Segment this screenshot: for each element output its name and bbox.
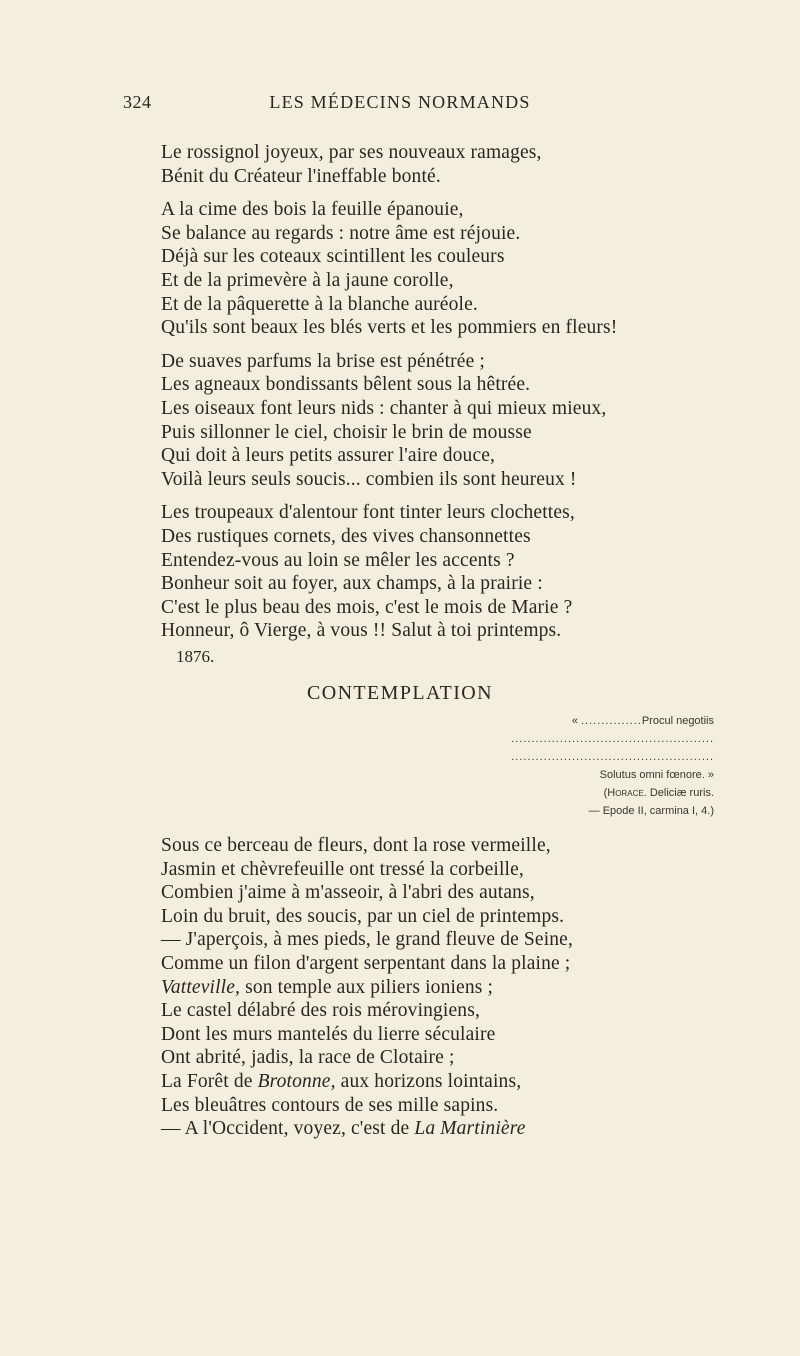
stanza-2	[161, 198, 761, 340]
epigraph-reference: — Epode II, carmina I, 4.)	[588, 805, 714, 817]
verse-line: Se balance au regards : notre âme est réjouie.	[161, 222, 521, 244]
epigraph-dots: ..................................................	[511, 733, 714, 745]
running-title: LES MÉDECINS NORMANDS	[269, 92, 531, 112]
verse-line	[161, 1117, 761, 1141]
stanza-4	[161, 501, 761, 643]
place-name: Brotonne,	[257, 1070, 336, 1092]
epigraph-line	[354, 712, 714, 730]
verse-line: A la cime des bois la feuille épanouie,	[161, 199, 464, 221]
verse-line: Dont les murs mantelés du lierre séculaire	[161, 1023, 496, 1045]
verse-text: — A l'Occident, voyez, c'est de	[161, 1118, 415, 1140]
verse-text: La Forêt de	[161, 1070, 258, 1092]
verse-line: Les agneaux bondissants bêlent sous la hêtrée.	[161, 374, 531, 396]
verse-line: Le castel délabré des rois mérovingiens,	[161, 1000, 480, 1022]
verse-line: Honneur, ô Vierge, à vous !! Salut à toi printemps.	[161, 620, 562, 642]
verse-line: Voilà leurs seuls soucis... combien ils sont heureux !	[161, 468, 577, 490]
epigraph-line: Solutus omni fœnore. »	[599, 769, 714, 781]
epigraph-work: Deliciæ ruris.	[646, 787, 714, 799]
verse-line: Sous ce berceau de fleurs, dont la rose vermeille,	[161, 835, 551, 856]
place-name: La Martinière	[414, 1118, 526, 1140]
verse-line: Combien j'aime à m'asseoir, à l'abri des autans,	[161, 882, 535, 904]
epigraph-text: Procul negotiis	[641, 715, 714, 727]
page-header	[0, 92, 800, 122]
verse-line: Bonheur soit au foyer, aux champs, à la prairie :	[161, 573, 543, 595]
verse-text: aux horizons lointains,	[335, 1070, 522, 1092]
verse-line: Et de la primevère à la jaune corolle,	[161, 269, 454, 291]
verse-line	[161, 1070, 761, 1094]
poem-date: 1876.	[176, 646, 215, 666]
verse-line: Les bleuâtres contours de ses mille sapins.	[161, 1094, 499, 1116]
epigraph	[354, 712, 714, 820]
poem-spring	[161, 141, 761, 667]
verse-line: Bénit du Créateur l'ineffable bonté.	[161, 165, 441, 187]
verse-line: Et de la pâquerette à la blanche auréole.	[161, 293, 478, 315]
epigraph-quote-mark: «	[571, 715, 581, 727]
verse-line: Qui doit à leurs petits assurer l'aire douce,	[161, 445, 496, 467]
verse-line: Puis sillonner le ciel, choisir le brin de mousse	[161, 421, 532, 443]
verse-line: Loin du bruit, des soucis, par un ciel de printemps.	[161, 905, 565, 927]
epigraph-author: (Horace.	[603, 787, 647, 799]
verse-line: Déjà sur les coteaux scintillent les couleurs	[161, 246, 505, 268]
verse-line: Les oiseaux font leurs nids : chanter à qui mieux mieux,	[161, 397, 607, 419]
verse-line: Qu'ils sont beaux les blés verts et les pommiers en fleurs!	[161, 317, 618, 339]
verse-line: Le rossignol joyeux, par ses nouveaux ramages,	[161, 142, 542, 163]
verse-line: Jasmin et chèvrefeuille ont tressé la corbeille,	[161, 858, 524, 880]
poem-contemplation	[161, 834, 761, 1141]
epigraph-dots: ..................................................	[511, 751, 714, 763]
verse-line: C'est le plus beau des mois, c'est le mois de Marie ?	[161, 596, 573, 618]
stanza-1	[161, 141, 761, 188]
verse-line: Des rustiques cornets, des vives chansonnettes	[161, 525, 531, 547]
verse-line: De suaves parfums la brise est pénétrée ;	[161, 350, 485, 372]
verse-line: — J'aperçois, à mes pieds, le grand fleuve de Seine,	[161, 929, 574, 951]
epigraph-citation	[354, 784, 714, 802]
verse-line: Entendez-vous au loin se mêler les accents ?	[161, 549, 515, 571]
verse-line: Ont abrité, jadis, la race de Clotaire ;	[161, 1047, 455, 1069]
verse-text: son temple aux piliers ioniens ;	[240, 976, 494, 998]
verse-line: Les troupeaux d'alentour font tinter leurs clochettes,	[161, 502, 575, 524]
page-number: 324	[123, 92, 152, 112]
verse-line: Comme un filon d'argent serpentant dans la plaine ;	[161, 952, 571, 974]
epigraph-dots: ...............	[581, 715, 642, 727]
verse-line	[161, 976, 761, 1000]
section-title: CONTEMPLATION	[307, 682, 493, 704]
stanza-3	[161, 350, 761, 492]
place-name: Vatteville,	[161, 976, 241, 998]
